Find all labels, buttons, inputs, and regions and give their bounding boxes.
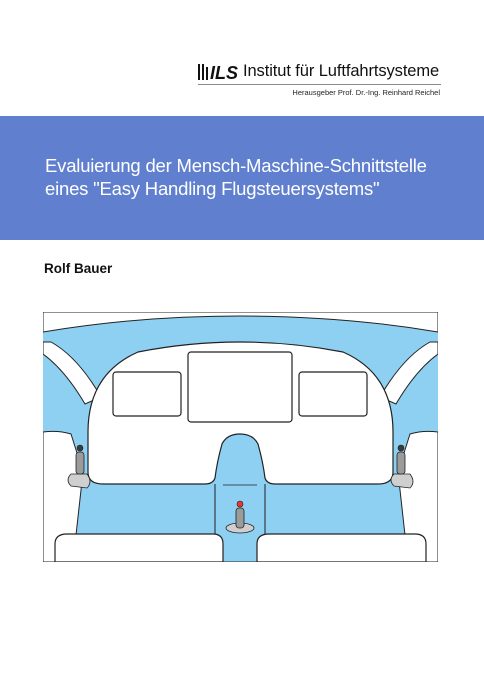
editor-line: Herausgeber Prof. Dr.-Ing. Reinhard Reichel [292, 88, 440, 97]
institute-name: Institut für Luftfahrtsysteme [243, 62, 440, 80]
author-name: Rolf Bauer [44, 261, 113, 276]
logo-text: ILS [210, 63, 239, 82]
left-seat [55, 534, 223, 562]
left-display [113, 372, 181, 416]
book-title [45, 154, 475, 200]
ils-logo [198, 62, 240, 82]
right-seat [257, 534, 426, 562]
center-display [188, 352, 292, 422]
header-divider [198, 84, 441, 85]
title-line-2: eines "Easy Handling Flugsteuersystems" [45, 178, 380, 199]
title-band [0, 116, 484, 240]
cockpit-illustration [43, 312, 438, 562]
right-display [299, 372, 367, 416]
publisher-header [196, 58, 446, 100]
title-line-1: Evaluierung der Mensch-Maschine-Schnittstelle [45, 155, 427, 176]
